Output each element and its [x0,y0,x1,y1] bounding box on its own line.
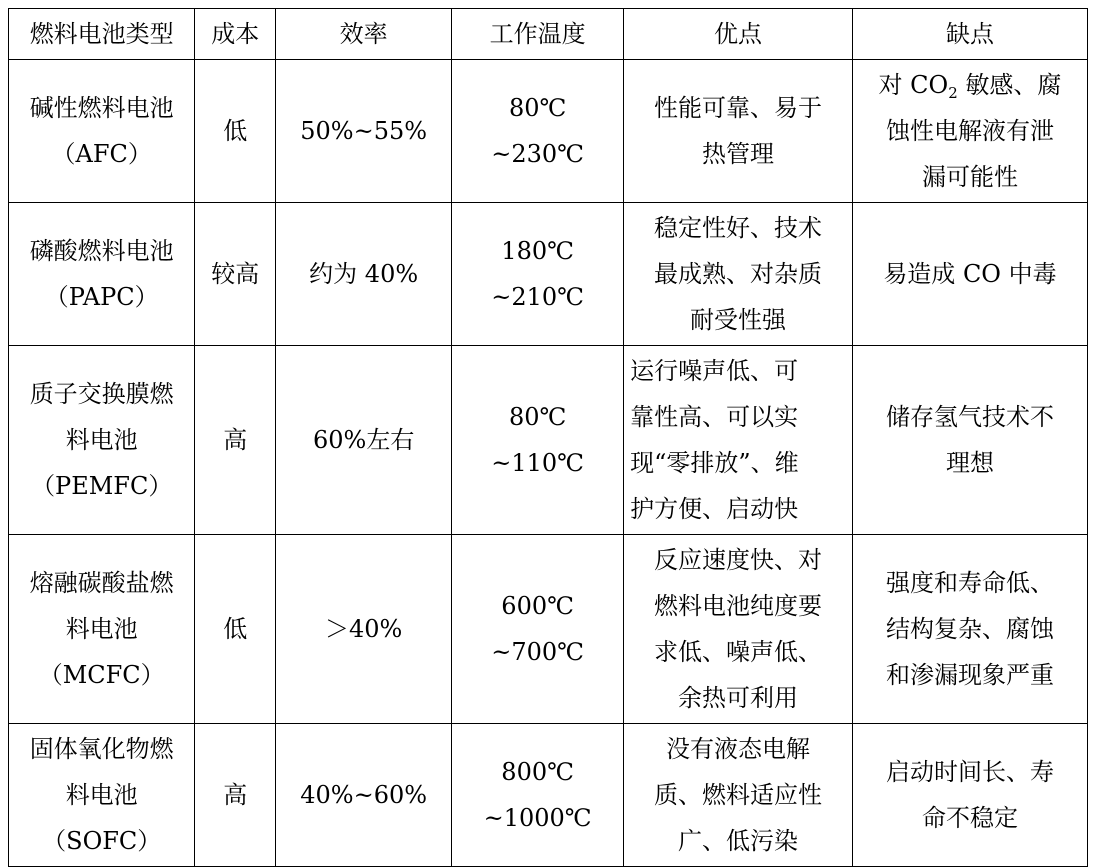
cell-advantages: 稳定性好、技术 最成熟、对杂质 耐受性强 [624,203,853,346]
cell-advantages: 运行噪声低、可 靠性高、可以实 现“零排放”、维 护方便、启动快 [624,346,853,535]
cell-type: 固体氧化物燃 料电池 （SOFC） [9,724,195,867]
header-type: 燃料电池类型 [9,9,195,60]
cell-cost: 低 [195,60,276,203]
cell-type: 质子交换膜燃 料电池 （PEMFC） [9,346,195,535]
cell-efficiency: 40%~60% [276,724,452,867]
cell-cost: 高 [195,346,276,535]
cell-efficiency: 50%~55% [276,60,452,203]
disadvantages-text-post: 敏感、腐 蚀性电解液有泄 漏可能性 [885,71,1062,191]
cell-temperature: 80℃ ~110℃ [452,346,624,535]
table-row [9,346,1088,535]
table-row [9,724,1088,867]
header-disadvantages: 缺点 [852,9,1087,60]
cell-temperature: 600℃ ~700℃ [452,535,624,724]
cell-advantages: 性能可靠、易于 热管理 [624,60,853,203]
cell-temperature: 180℃ ~210℃ [452,203,624,346]
table-row [9,203,1088,346]
header-cost: 成本 [195,9,276,60]
cell-disadvantages: 易造成 CO 中毒 [852,203,1087,346]
cell-disadvantages: 强度和寿命低、 结构复杂、腐蚀 和渗漏现象严重 [852,535,1087,724]
cell-type: 碱性燃料电池 （AFC） [9,60,195,203]
cell-cost: 高 [195,724,276,867]
table-row [9,535,1088,724]
cell-type: 熔融碳酸盐燃 料电池 （MCFC） [9,535,195,724]
header-efficiency: 效率 [276,9,452,60]
cell-cost: 低 [195,535,276,724]
disadvantages-text-pre: 对 CO [878,71,949,99]
cell-efficiency: ＞40% [276,535,452,724]
cell-disadvantages: 启动时间长、寿 命不稳定 [852,724,1087,867]
cell-disadvantages [852,60,1087,203]
cell-efficiency: 60%左右 [276,346,452,535]
cell-disadvantages: 储存氢气技术不 理想 [852,346,1087,535]
cell-advantages: 反应速度快、对 燃料电池纯度要 求低、噪声低、 余热可利用 [624,535,853,724]
cell-temperature: 800℃ ~1000℃ [452,724,624,867]
cell-temperature: 80℃ ~230℃ [452,60,624,203]
fuel-cell-comparison-table [8,8,1088,867]
cell-cost: 较高 [195,203,276,346]
header-temperature: 工作温度 [452,9,624,60]
table-header-row [9,9,1088,60]
header-advantages: 优点 [624,9,853,60]
table-row [9,60,1088,203]
cell-efficiency: 约为 40% [276,203,452,346]
cell-advantages: 没有液态电解 质、燃料适应性 广、低污染 [624,724,853,867]
cell-type: 磷酸燃料电池 （PAPC） [9,203,195,346]
co2-subscript: 2 [948,84,958,102]
